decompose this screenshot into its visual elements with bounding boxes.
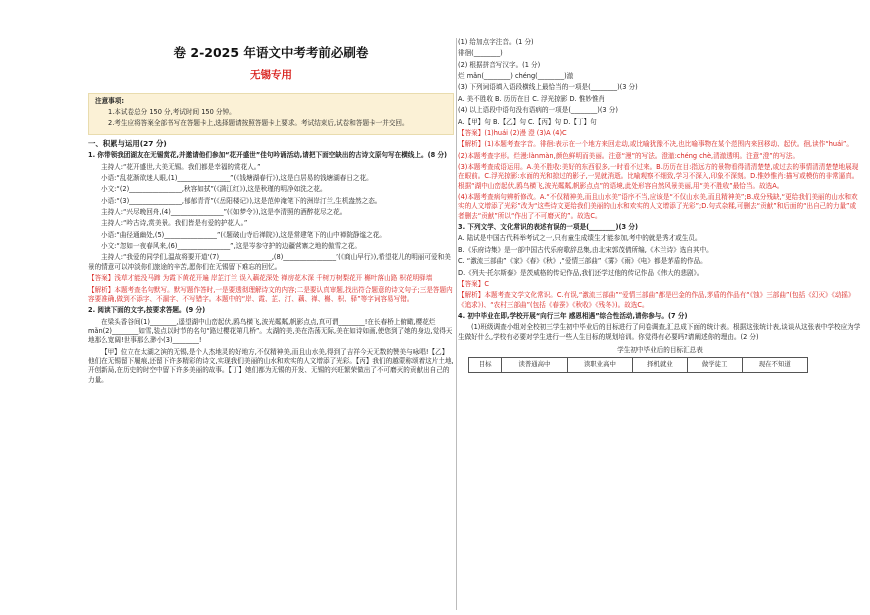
question-line: (3) 下列词语填入语段横线上最恰当的一项是(________)(3 分) <box>458 83 638 92</box>
poem-line: 主持人:“我爱的同学们,温故将要开道‘(7)________________,(8)________________’(《商山早行》),希望花儿的明丽可爱和美景的情意可以冲淡你们旅途的辛苦,愿你们在无锡留下难忘的回忆。 <box>88 253 451 271</box>
poem-line: 主持人:“吟古诗,赏美景。我们皆是有爱的护花人。” <box>101 219 248 228</box>
analysis-text: 【解析】本题考查文学文化常识。C.有误,“激流三部曲”“爱情三部曲”都是巴金的作品,茅盾的作品有“《蚀》三部曲”(包括《幻灭》《动摇》《追求》)、“农村三部曲”(包括《春蚕》《秋收》《残冬》)。故选C。 <box>458 291 855 309</box>
poem-line: 小语:“曲径通幽处,(5)________________”(《题破山寺后禅院》),这是常建笔下的山中禅院静谧之花。 <box>101 230 386 239</box>
analysis-text: (3)本题考查成语运用。A.美不胜收:美好的东西很多,一时看不过来。B.历历在目:指远方的景物看得清清楚楚,或过去的事情清清楚楚地展现在眼前。C.浮光掠影:水面的光和掠过的影子,一晃就消逝。比喻观察不细致,学习不深入,印象不深刻。D.惟妙惟肖:描写或模仿的非常逼真。根据“湖中山峦起伏,鸥鸟横飞,波光粼粼,帆影点点”的语境,此处形容自然风景美丽,用“美不胜收”最恰当。故选A。 <box>458 162 859 190</box>
notice-item: 1.本试卷总分 150 分,考试时间 150 分钟。 <box>108 108 236 117</box>
question-2-passage: 【甲】位立在太湖之滨的无锡,是个人杰地灵的好地方,不仅精神美,而且山水美,得到了吉祥今天无数的赞美与咏唱!【乙】他们在无锡留下履痕,还留下许多精彩的诗文,实现我们美丽的山水和欢实的人文增添了光彩。【丙】我们的越蒙称颂着这片土地,开创新局,在历史的时空中留下许多美丽的故事。【丁】她们都为无锡的开发、无锡的兴旺繁荣做出了不可磨灭的贡献出自己的力量。 <box>88 347 454 384</box>
table-cell: 读普通高中 <box>502 358 567 372</box>
option-line: D.《列夫·托尔斯泰》是茨威格的传记作品,我们还学过他的传记作品《伟大的悲剧》。 <box>458 268 704 277</box>
page-subtitle: 无锡专用 <box>250 68 292 81</box>
section-heading: 一、积累与运用(27 分) <box>88 138 167 148</box>
question-line: 徘徊(________) <box>458 49 503 58</box>
table-row <box>469 358 808 372</box>
notice-box <box>88 93 454 135</box>
option-line: A. 美不胜收 B. 历历在目 C. 浮光掠影 D. 惟妙惟肖 <box>458 94 606 103</box>
option-line: A.【甲】句 B.【乙】句 C.【丙】句 D.【丁】句 <box>458 117 597 126</box>
question-4-text: (1)班级调查小组对全校初三学生初中毕业后的目标进行了问卷调查,汇总成下面的统计表。根据这张统计表,谈谈从这张表中学校应为学生做好什么,学校有必要对学生进行一些人生目标的规划培训。你觉得有必要吗?请阐述你的理由。(2 分) <box>458 323 861 341</box>
question-1-stem: 1. 你带领我团湖友在无锡赏花,并邀请他们参加“花开盛世”佳句吟诵活动,请把下面空缺出的古诗文原句写在横线上。(8 分) <box>88 151 448 160</box>
page-title: 卷 2-2025 年语文中考考前必刷卷 <box>173 45 369 60</box>
table-cell: 现在不知道 <box>742 358 807 372</box>
poem-line: 主持人:“花开盛世,大美无锡。我们都是幸福的赏花人。” <box>101 162 261 171</box>
answer-text: 【答案】C <box>458 279 489 288</box>
option-line: A. 陆试是中国古代科举考试之一,只有童生成绩生才能参加,考中的就是秀才或生员。 <box>458 234 702 243</box>
poem-line: 主持人:“兴尽晚回舟,(4)________________”(《如梦令》),这是李清照的酒醉花尽之花。 <box>101 208 347 217</box>
question-line: 烂 mǎn(________) chéng(________)澈 <box>458 72 574 81</box>
answer-text: 【答案】浅草才能没马蹄 为霞下黄花开遍 岸芷汀兰 误入藕花深处 禅房花木深 千树万树梨花开 槲叶落山路 枳花明驿墙 <box>88 274 433 283</box>
question-line: (1) 给加点字注音。(1 分) <box>458 38 534 46</box>
poem-line: 小语:“(3)________________,郁郁青青”(《岳阳楼记》),这是范仲淹笔下的洲岸汀兰,生机盎然之态。 <box>101 196 382 205</box>
table-cell: 择机就业 <box>633 358 688 372</box>
table-caption: 学生初中毕业后的目标汇总表 <box>617 346 703 355</box>
analysis-text: (4)本题考查病句辨析修改。A.“不仅精神美,而且山水美”语序不当,应该是“不仅山水美,而且精神美”;B.成分残缺,“更给我们美丽的山水和欢实的人文增添了光彩”改为“这些诗文更给我们美丽的山水和欢实的人文增添了光彩”;D.句式杂糅,可删去“贡献”和后面的“出自己的力量”或者删去“贡献”所以“作出了不可磨灭的”。故选C。 <box>458 193 858 220</box>
option-line: C. “激流三部曲”《家》《春》《秋》,“爱情三部曲”《雾》《雨》《电》都是茅盾的作品。 <box>458 257 707 266</box>
question-4-stem: 4. 初中毕业在即,学校开展“向行三年 感恩相遇”综合性活动,请你参与。(7 分) <box>458 311 688 320</box>
right-column <box>458 38 862 373</box>
analysis-text: (2)本题考查字形。烂漫:lànmàn,颜色鲜明而美丽。注意“漫”的写法。澄澈:chéng chè,清澈透明。注意“澄”的写法。 <box>458 151 800 160</box>
poem-line: 小文:“(2)________________,秋容如拭”(《满江红》),这是秋瑾的明净如洗之花。 <box>101 185 327 194</box>
question-2-text: 在梁头香谷间(1)________,遥望湖中山峦起伏,鸥鸟横飞,波光粼粼,帆影点点,真可谓________!在长春桥上俯瞰,樱花烂 mǎn(2)________如雪,装点以时节的名句“路过樱花第几桥”。太湖的美,美在浩荡无际,美在如诗如画,使您到了她的身边,觉得天地那么宽阔!世事那么渺小(3)________! <box>88 317 453 345</box>
poem-line: 小语:“乱花渐欲迷人眼,(1)________________”(《钱塘湖春行》),这是白居易的钱塘湖春日之花。 <box>101 173 373 182</box>
goal-table <box>468 357 808 372</box>
notice-title: 注意事项: <box>95 96 125 105</box>
table-cell: 目标 <box>469 358 502 372</box>
question-line: (4) 以上语段中语句没有语病的一项是(________)(3 分) <box>458 106 618 115</box>
column-divider <box>456 38 457 610</box>
notice-item: 2.考生应将答案全部书写在答题卡上,选择题请按照答题卡上要求。考试结束后,试卷和答题卡一并交回。 <box>108 119 409 128</box>
table-cell: 读职业高中 <box>567 358 632 372</box>
option-line: B.《乐府诗集》是一部中国古代乐府歌辞总集,由北宋郭茂倩所编,《木兰诗》选自其中。 <box>458 245 713 254</box>
table-cell: 做学徒工 <box>687 358 742 372</box>
analysis-text: 【解析】本题考查名句默写。默写题作答时,一是要透彻理解诗文的内容;二是要认真审题,找出符合题意的诗文句子;三是答题内容要准确,做到不添字、不漏字、不写错字。本题中的“岸、霞、芷、汀、藕、禅、槲、枳、驿”等字词容易写错。 <box>88 285 453 303</box>
left-column <box>88 44 454 387</box>
answer-text: 【答案】(1)huái (2)漫 澄 (3)A (4)C <box>458 128 567 137</box>
poem-line: 小文:“忽如一夜春风来,(6)________________”,这是岑参守护的边疆营寨之地的傲雪之花。 <box>101 242 361 251</box>
question-2-stem: 2. 阅读下面的文字,按要求答题。(9 分) <box>88 306 206 315</box>
question-3-stem: 3. 下列文学、文化常识的表述有误的一项是(________)(3 分) <box>458 223 638 232</box>
analysis-text: 【解析】(1)本题考查字音。徘徊:表示在一个地方来回走动,或比喻犹豫不决,也比喻事物在某个范围内来回移动、起伏。徊,读作“huái”。 <box>458 140 853 149</box>
question-line: (2) 根据拼音写汉字。(1 分) <box>458 60 541 69</box>
